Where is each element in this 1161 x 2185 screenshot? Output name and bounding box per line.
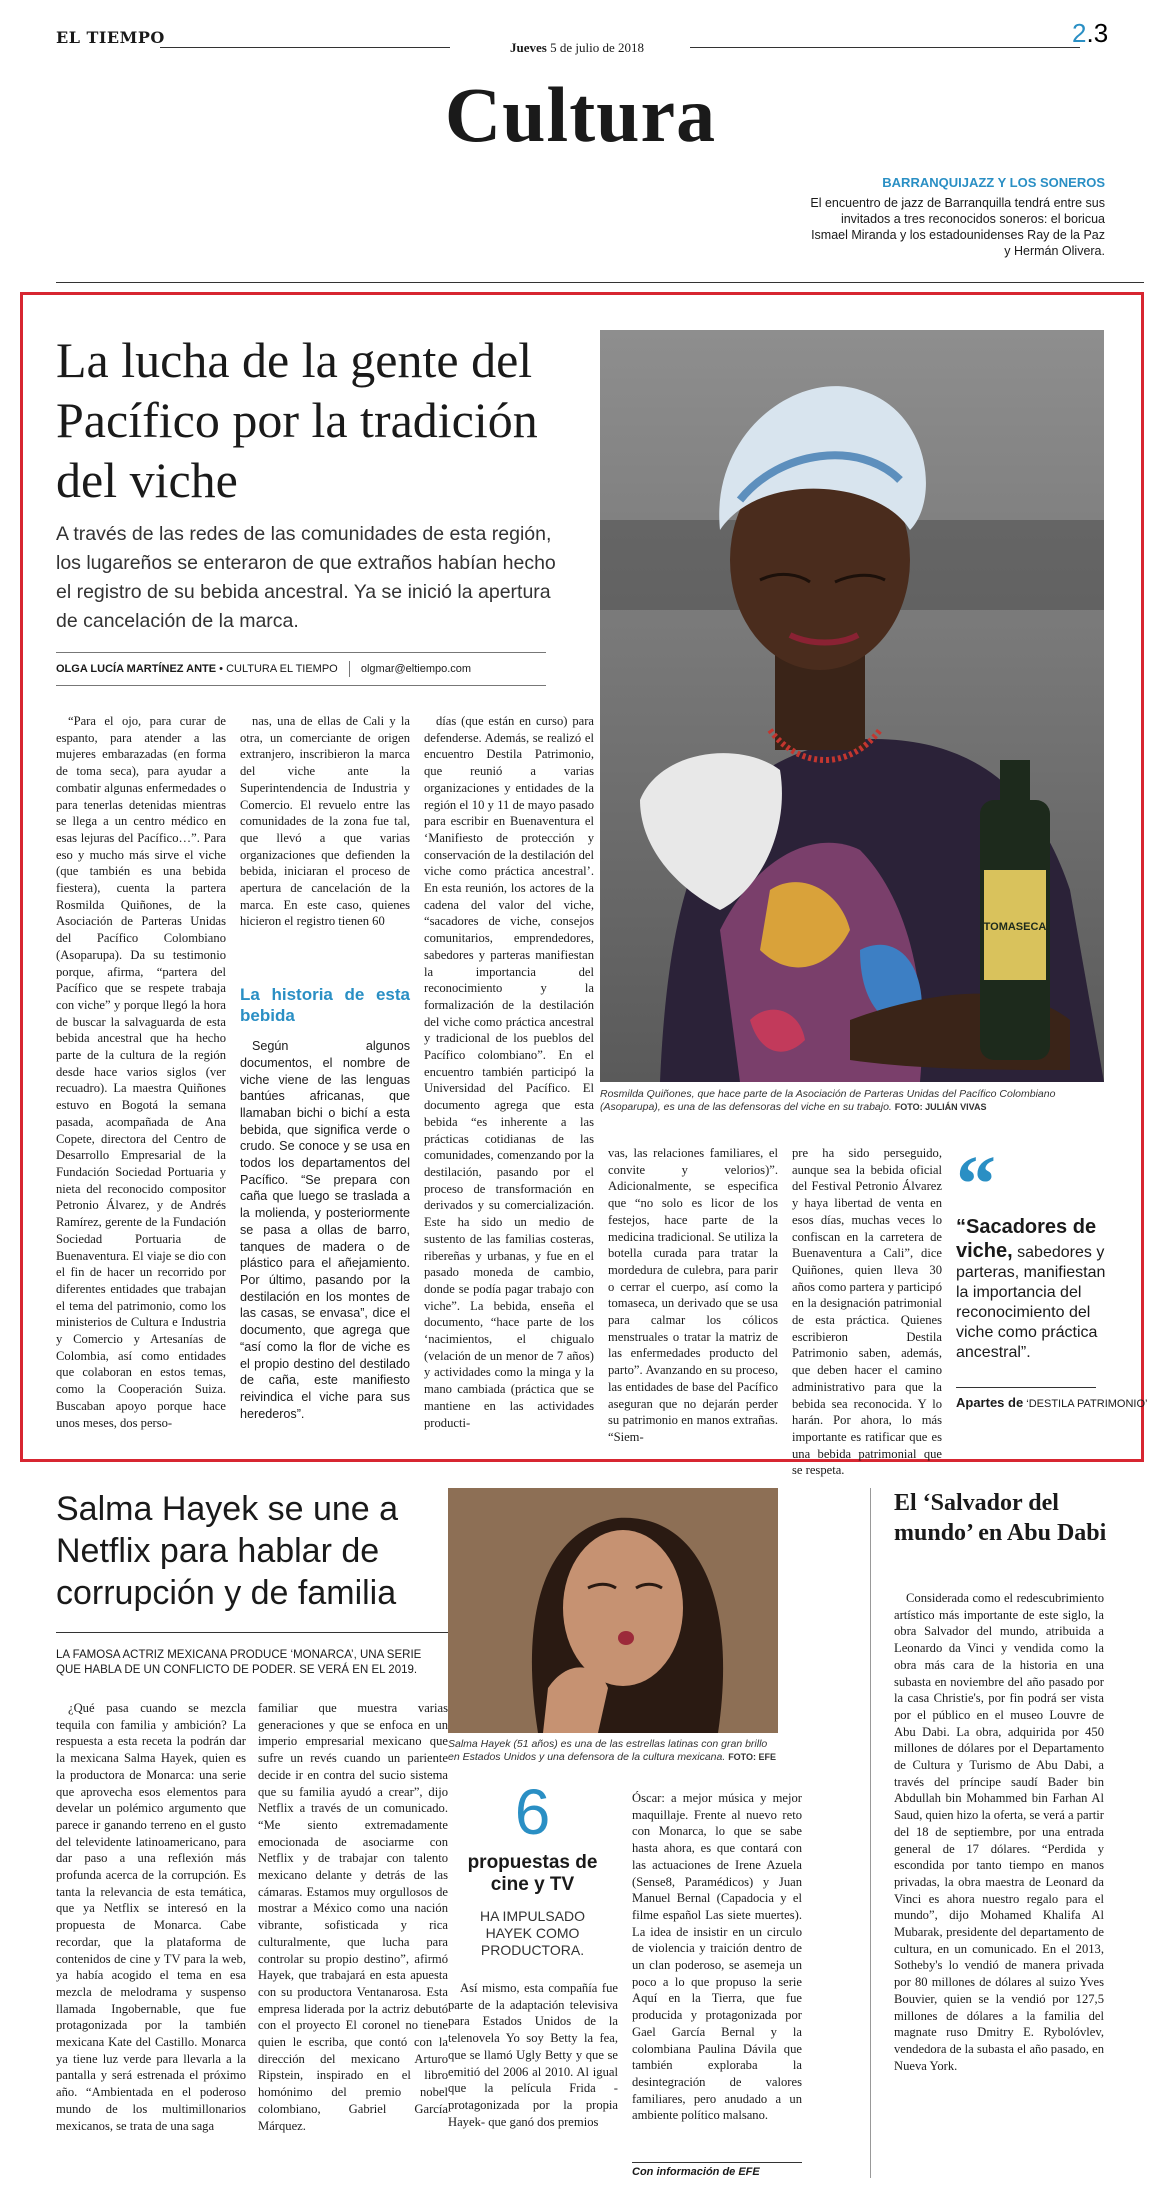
salma-source: Con información de EFE bbox=[632, 2166, 760, 2178]
feature-subhead: La historia de esta bebida bbox=[240, 985, 410, 1026]
portrait-illustration bbox=[600, 330, 1104, 1082]
pull-quote-rule bbox=[956, 1387, 1096, 1388]
salma-column-1: ¿Qué pasa cuando se mezcla tequila con familia y ambición? La respuesta a esta receta la podrán dar la mexicana Salma Hayek, quien es la productora de Monarca: una serie que aprovecha esos elementos para develar un polémico argumento que parece ir ganando terreno en el gusto del televidente latinoamericano, para dar paso a una reflexión más profunda acerca de la corrupción. Es tanta la relevancia de esta temática, que ya Netflix se interesó en la propuesta de Monarca. Cabe recordar, que la plataforma de contenidos de cine y TV para la web, ya había acogido el tema en esa mezcla de melodrama y suspenso llamada Ingobernable, que fue protagonizada por la también mexicana Kate del Castillo. Monarca ya tiene luz verde para llevarla a la pantalla y será estrenada el próximo año. “Ambientada en el poderoso mundo de los multimillonarios mexicanos, se trata de una saga bbox=[56, 1701, 246, 2133]
factbox-label: propuestas de cine y TV bbox=[467, 1852, 598, 1895]
teaser-text: El encuentro de jazz de Barranquilla tendrá entre sus invitados a tres reconocidos soneros: el boricua Ismael Miranda y los estadounidenses Ray de la Paz y Hermán Olivera. bbox=[810, 196, 1105, 258]
header-rule-right bbox=[690, 47, 1080, 48]
feature-column-3: días (que están en curso) para defenderse. Además, se realizó el encuentro Destila Patrimonio, que reunió a varias organizaciones y entidades de la región el 10 y 11 de mayo pasado para escribir en Buenaventura el ‘Manifiesto de protección y conservación de la destilación del viche como práctica ancestral’. En esta reunión, los actores de la cadena del valor del viche, “sacadores de viche, consejos comunitarios, emprendedores, sabedores y parteras manifiestan la importancia del reconocimiento y la formalización de la destilación del viche como práctica ancestral y tradicional de los pueblos del Pacífico colombiano”. En el encuentro también participó la Universidad del Pacífico. El documento agrega que esta bebida “es inherente a las prácticas cotidianas de las comunidades, comenzando por la destilación, pasando por el proceso de transformación en derivados y su comercialización. Este ha sido un medio de sustento de las familias costeras, ribereñas y urbanas, y fue en el pasado moneda de cambio, donde se podía pagar trabajo con viche”. La bebida, enseña el documento, “hace parte de los ‘nacimientos, el chigualo (velación de un menor de 7 años) y actividades como la minga y la mano cambiada (práctica que se mantiene en las actividades producti- bbox=[424, 714, 594, 1430]
byline-rule bbox=[56, 652, 546, 653]
salma-lead: LA FAMOSA ACTRIZ MEXICANA PRODUCE ‘MONARCA’, UNA SERIE QUE HABLA DE UN CONFLICTO DE PODER. SE VERÁ EN EL 2019. bbox=[56, 1649, 422, 1676]
pull-quote-source: Apartes de ‘DESTILA PATRIMONIO’ bbox=[956, 1395, 1148, 1410]
feature-photo bbox=[600, 330, 1104, 1082]
top-rule bbox=[56, 282, 1144, 283]
feature-lead: A través de las redes de las comunidades de esta región, los lugareños se enteraron de que extraños habían hecho el registro de su bebida ancestral. Ya se inició la apertura de cancelación de la marca. bbox=[56, 523, 556, 632]
masthead: EL TIEMPO bbox=[56, 28, 165, 47]
salma-source-rule bbox=[632, 2162, 802, 2163]
salvador-column: Considerada como el redescubrimiento artístico más importante de este siglo, la obra Salvador del mundo, atribuida a Leonardo da Vinci y vendida como la obra más cara de la historia en una subasta en noviembre del año pasado por la casa Christie's, por fin podrá ser vista por el público en el museo Louvre de Abu Dabi. La obra, adquirida por 450 millones de dólares por el Departamento de Cultura y Turismo de Abu Dabi, a través del príncipe saudí Bader bin Abdullah bin Mohammed bin Farhan Al Saud, quien hizo la oferta, se verá a partir del 18 de septiembre, por una entrada general de 17 dólares. “Perdida y escondida por tanto tiempo en manos privadas, la obra maestra de Leonard da Vinci es ahora nuestro regalo para el mundo”, dijo Mohamed Khalifa Al Mubarak, presidente del departamento de cultura, en un comunicado. En el 2013, Sotheby's lo vendió de manera privada por 80 millones de dólares al suizo Yves Bouvier, quien se la vendió por 127,5 millones de dólares a la familia del magnate ruso Dmitry E. Rybolóvlev, vendedora de la subasta el año pasado, en Nueva York. bbox=[894, 1591, 1104, 2073]
bottle-label: TOMASECA bbox=[983, 921, 1047, 933]
salma-column-2: familiar que muestra varias generaciones y que se enfoca en un imperio empresarial mexicano que sufre un revés cuando un pariente decide ir en contra del sucio sistema que su familia ayudó a crear”, dijo Netflix a través de un comunicado. “Me siento extremadamente emocionada de asociarme con Netflix y de trabajar con talento mexicano delante y detrás de las cámaras. Estamos muy orgullosos de mostrar a México como una nación vibrante, sofisticada y rica culturalmente, que lucha para controlar su propio destino”, afirmó Hayek, que trabajará en esta apuesta con su productora Ventanarosa. Esta empresa liderada por la actriz debutó con el proyecto El coronel no tiene quien le escriba, que contó con la dirección del mexicano Arturo Ripstein, inspirado en el libro homónimo del premio nobel colombiano, Gabriel García Márquez. bbox=[258, 1701, 448, 2133]
issue-date: Jueves 5 de julio de 2018 bbox=[510, 40, 644, 55]
salma-column-4: Óscar: a mejor música y mejor maquillaje. Frente al nuevo reto con Monarca, lo que se sabe hasta ahora, es que contará con las actuaciones de Irene Azuela (Sense8, Paramédicos) y Juan Manuel Bernal (Capadocia y el filme español Las siete muertes). La idea de insistir en un circulo de violencia y traición dentro de un clan poderoso, se asemeja un poco a lo que propuso la serie Aquí en la Tierra, que fue producida y protagonizada por Gael García Bernal y la colombiana Paulina Dávila que también exploraba la desintegración de valores familiares, pero anudado a un ambiente político malsano. bbox=[632, 1791, 802, 2123]
quote-mark-icon: “ bbox=[956, 1141, 996, 1229]
byline bbox=[56, 661, 471, 677]
page-number: 2.3 bbox=[1072, 18, 1109, 48]
header-rule-left bbox=[160, 47, 450, 48]
feature-photo-caption: Rosmilda Quiñones, que hace parte de la Asociación de Parteras Unidas del Pacífico Colombiano (Asoparupa), es una de las defensoras del viche en su trabajo. FOTO: JULIÁN VIVAS bbox=[600, 1088, 1056, 1113]
column-divider bbox=[870, 1488, 871, 2178]
teaser-kicker: BARRANQUIJAZZ Y LOS SONEROS bbox=[882, 175, 1105, 190]
salma-photo-caption: Salma Hayek (51 años) es una de las estrellas latinas con gran brillo en Estados Unidos y una defensora de la cultura mexicana. FOTO: EFE bbox=[448, 1738, 777, 1763]
feature-column-1: “Para el ojo, para curar de espanto, para atender a las mujeres embarazadas (en forma de toma seca), para ayudar a combatir algunas enfermedades o para tenerlas detenidas mientras se llega a un centro médico en esas lejuras del Pacífico…”. Para eso y mucho más sirve el viche (que también es una bebida fiestera), cuenta la partera Rosmilda Quiñones, de la Asociación de Parteras Unidas del Pacífico Colombiano (Asoparupa). Da su testimonio porque, afirma, “partera del Pacífico que se respete trabaja con viche” y porque llegó la hora de buscar la salvaguarda de esta bebida ancestral que ha hecho parte de la cultura de la región desde hace varios siglos (ver recuadro). La maestra Quiñones estuvo en Bogotá la semana pasada, acompañada de Ana Copete, directora del Centro de Desarrollo Empresarial de la Fundación Sociedad Portuaria y nieta del reconocido compositor Petronio Álvarez, y de Andrés Ramírez, gerente de la Fundación Sociedad Portuaria de Buenaventura. El viaje se dio con el fin de hacer un recorrido por diferentes entidades que trabajan el tema del patrimonio, como los ministerios de Cultura e Industria y Comercio y Artesanías de Colombia, así como entidades que colaboran en estos temas, como la Cooperación Suiza. Buscaban apoyo porque hace unos meses, dos perso- bbox=[56, 714, 226, 1430]
byline-rule-bottom bbox=[56, 685, 546, 686]
section-title: Cultura bbox=[444, 71, 717, 158]
feature-column-2: nas, una de ellas de Cali y la otra, un comerciante de origen extranjero, inscribieron la marca del viche ante la Superintendencia de Industria y Comercio. El revuelo entre las comunidades de la zona fue tal, que llevó a que varias organizaciones que defienden la bebida, iniciaran el proceso de apertura de cancelación de la marca. En este caso, quienes hicieron el registro tienen 60 La historia de esta bebida Según algunos documentos, el nombre de viche viene de las lenguas bantúes africanas, que llamaban bichi o bichí a esta bebida, que significa verde o crudo. Se conoce y se usa en todos los departamentos del Pacífico. “Se prepara con caña que luego se traslada a la molienda, y posteriormente se pasa a ollas de barro, tanques de madera o de plástico para el añejamiento. Por último, pasando por la destilación en los montes de las casas, se envasa”, dice el documento, que agrega que “así como la flor de viche es el propio destino del destilado de caña, este manifiesto reivindica el viche para sus herederos”. bbox=[240, 714, 410, 1421]
feature-headline: La lucha de la gente del Pacífico por la tradición del viche bbox=[56, 332, 538, 508]
feature-column-4: vas, las relaciones familiares, el convite y velorios)”. Adicionalmente, se especifica que “no solo es licor de los festejos, hace parte de la medicina tradicional. Se utiliza la botella curada para tratar la mordedura de culebra, para parir o cerrar el cuerpo, así como la tomaseca, un derivado que se usa para calmar los cólicos menstruales o tratar la matriz de las enfermedades producto del parto”. Avanzando en su proceso, las entidades de base del Pacífico aseguran que no dejarán perder su patrimonio en manos extrañas. “Siem- bbox=[608, 1146, 778, 1444]
feature-column-5: pre ha sido perseguido, aunque sea la bebida oficial del Festival Petronio Álvarez y haya libertad de venta en esos días, muchas veces lo confiscan en la carretera de Buenaventura a Cali”, dice Quiñones, quien lleva 30 años como partera y participó en la designación patrimonial de esta práctica. Quienes escribieron Destila Patrimonio saben, además, que deben hacer el camino administrativo para que la bebida sea reconocida. Y lo harán. Por ahora, lo más importante es ratificar que es una bebida patrimonial que se respeta. bbox=[792, 1146, 942, 1478]
factbox-subtext: HA IMPULSADO HAYEK COMO PRODUCTORA. bbox=[479, 1908, 586, 1958]
pull-quote: “Sacadores de viche, sabedores y parteras, manifiestan la importancia del reconocimiento del viche como práctica ancestral”. bbox=[956, 1216, 1106, 1361]
byline-email[interactable]: olgmar@eltiempo.com bbox=[360, 662, 472, 675]
byline-org: • CULTURA EL TIEMPO bbox=[219, 662, 338, 675]
byline-author: OLGA LUCÍA MARTÍNEZ ANTE bbox=[56, 662, 217, 675]
salma-rule bbox=[56, 1632, 456, 1633]
salma-column-3: Así mismo, esta compañía fue parte de la adaptación televisiva para Estados Unidos de la telenovela Yo soy Betty la fea, que se llamó Ugly Betty y que se emitió del 2006 al 2010. Al igual que la película Frida -protagonizada por la propia Hayek- que ganó dos premios bbox=[448, 1981, 618, 2129]
salma-portrait-illustration bbox=[448, 1488, 778, 1733]
salma-headline: Salma Hayek se une a Netflix para hablar de corrupción y de familia bbox=[56, 1490, 399, 1612]
salma-photo bbox=[448, 1488, 778, 1733]
factbox-number: 6 bbox=[514, 1776, 551, 1848]
salvador-headline: El ‘Salvador del mundo’ en Abu Dabi bbox=[894, 1490, 1107, 1546]
